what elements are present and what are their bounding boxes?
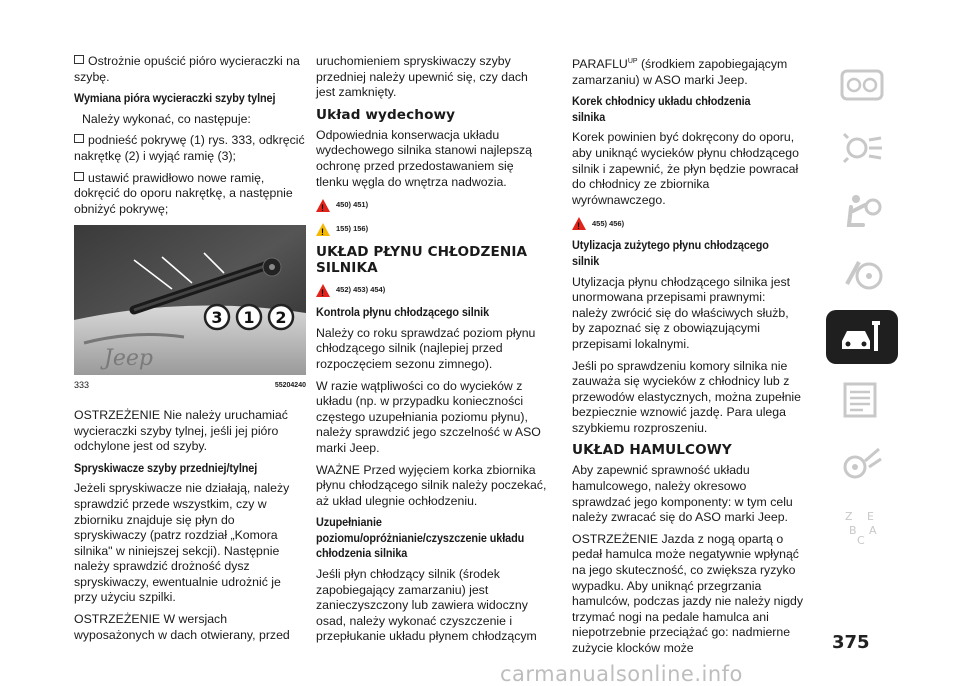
- index-list-icon: [839, 380, 885, 420]
- warning-paragraph: OSTRZEŻENIE Nie należy uruchamiać wycieraczki szyby tylnej, jeśli jej pióro odchylone jest od szyby.: [74, 407, 288, 454]
- multimedia-icon: [839, 443, 885, 483]
- column-1: [74, 54, 306, 649]
- tab-multimedia[interactable]: [826, 436, 898, 490]
- caution-numbers: 155) 156): [336, 224, 369, 234]
- danger-triangle-icon: [316, 284, 330, 297]
- tab-maintenance[interactable]: [826, 310, 898, 364]
- safety-lights-icon: [839, 128, 885, 168]
- checkbox-bullet-icon: [74, 172, 84, 181]
- paragraph: Jeżeli spryskiwacze nie działają, należy sprawdzić przede wszystkim, czy w zbiorniku znajduje się płyn do spryskiwaczy (patrz rozdział „Komora silnika" w niniejszej sekcji). Następnie należy sprawdzić drożność dysz spryskiwaczy, ewentualnie udrożnić je przy użyciu szpilki.: [74, 481, 290, 605]
- text: (środkiem zapobiegającym zamarzaniu) w ASO marki Jeep.: [572, 57, 788, 87]
- paragraph: Należy wykonać, co następuje:: [82, 111, 251, 126]
- warning-numbers: 452) 453) 454): [336, 285, 386, 295]
- warning-numbers: 455) 456): [592, 218, 625, 228]
- section-heading: Korek chłodnicy układu chłodzenia silnika: [572, 94, 751, 124]
- svg-text:A: A: [869, 524, 877, 537]
- svg-text:Z: Z: [845, 510, 853, 523]
- page-number: 375: [832, 632, 870, 653]
- text: podnieść pokrywę (1) rys. 333, odkręcić nakrętkę (2) i wyjąć ramię (3);: [74, 133, 305, 163]
- warning-ref: [316, 281, 548, 299]
- section-title: Układ wydechowy: [316, 106, 456, 123]
- text: Ostrożnie opuścić pióro wycieraczki na szybę.: [74, 54, 300, 84]
- callout-1: 1: [243, 308, 255, 328]
- paragraph: [572, 54, 804, 88]
- tab-lights[interactable]: [826, 121, 898, 175]
- tab-driving[interactable]: [826, 247, 898, 301]
- tab-index[interactable]: [826, 499, 898, 553]
- tab-dashboard[interactable]: [826, 58, 898, 112]
- text: PARAFLU: [572, 57, 628, 71]
- text: ustawić prawidłowo nowe ramię, dokręcić do oporu nakrętkę, a następnie obniżyć pokrywę;: [74, 170, 293, 216]
- column-3: [572, 54, 804, 663]
- watermark: carmanualsonline.info: [500, 662, 743, 686]
- danger-triangle-icon: [316, 199, 330, 212]
- alphabet-index-icon: [839, 506, 885, 546]
- figure-code: 55204240: [274, 382, 306, 390]
- warning-paragraph: OSTRZEŻENIE Jazda z nogą opartą o pedał hamulca może negatywnie wpłynąć na jego skuteczność, co zwiększa ryzyko wypadku. Aby uniknąć przegrzania hamulców, podczas jazdy nie należy nigdy trzymać nogi na pedale hamulca ani niepotrzebnie przeciążać go: nadmierne zużycie klocków może: [572, 531, 804, 655]
- bullet-item: [74, 133, 306, 164]
- caution-triangle-icon: [316, 223, 330, 236]
- airbag-seat-icon: [839, 191, 885, 231]
- svg-text:Jeep: Jeep: [104, 346, 153, 372]
- figure-caption: [74, 378, 306, 394]
- wiper-photo: [74, 225, 306, 375]
- section-heading: Uzupełnianie poziomu/opróżnianie/czyszczenie układu chłodzenia silnika: [316, 515, 525, 561]
- warning-numbers: 450) 451): [336, 200, 369, 210]
- paragraph: Aby zapewnić sprawność układu hamulcowego, należy okresowo sprawdzać jego komponenty: w tym celu należy zwracać się do ASO marki Jeep.: [572, 463, 793, 525]
- svg-text:B: B: [849, 524, 857, 537]
- bullet-item: [74, 171, 306, 218]
- paragraph: Korek powinien być dokręcony do oporu, aby uniknąć wycieków płynu chłodzącego silnik i zapewnić, że płyn będzie powracał do chłodnicy ze zbiornika wyrównawczego.: [572, 130, 799, 207]
- tab-technical[interactable]: [826, 373, 898, 427]
- section-title: UKŁAD HAMULCOWY: [572, 442, 732, 459]
- column-2: [316, 54, 548, 651]
- section-heading: Kontrola płynu chłodzącego silnik: [316, 305, 490, 320]
- caution-ref: [316, 220, 548, 238]
- checkbox-bullet-icon: [74, 55, 84, 64]
- checkbox-bullet-icon: [74, 134, 84, 143]
- steering-icon: [839, 254, 885, 294]
- wiper-figure: [74, 225, 306, 375]
- paragraph: Należy co roku sprawdzać poziom płynu chłodzącego silnik (najlepiej przed rozpoczęciem sezonu zimnego).: [316, 325, 536, 371]
- paragraph: WAŻNE Przed wyjęciem korka zbiornika płynu chłodzącego silnik należy poczekać, aż układ ulegnie ochłodzeniu.: [316, 462, 547, 508]
- superscript: UP: [627, 58, 638, 65]
- dashboard-icon: [839, 65, 885, 105]
- svg-text:C: C: [857, 534, 865, 546]
- callout-2: 2: [275, 308, 287, 328]
- paragraph: W razie wątpliwości co do wycieków z układu (np. w przypadku konieczności częstego uzupełniania poziomu płynu), należy sprawdzić jego szczelność w ASO marki Jeep.: [316, 378, 541, 455]
- warning-ref: [316, 196, 548, 214]
- paragraph: [74, 54, 306, 85]
- chapter-tabs: [826, 58, 898, 562]
- section-heading: Utylizacja zużytego płynu chłodzącego silnik: [572, 238, 769, 268]
- paragraph: Jeśli po sprawdzeniu komory silnika nie zauważa się wycieków z chłodnicy lub z przewodów elastycznych, można zupełnie bezpiecznie wznowić jazdę. Para ulega szybkiemu rozproszeniu.: [572, 358, 801, 435]
- paragraph: Odpowiednia konserwacja układu wydechowego silnika stanowi najlepszą ochronę przed przedostawaniem się tlenku węgla do wnętrza nadwozia.: [316, 127, 533, 189]
- maintenance-icon: [839, 317, 885, 357]
- section-title: UKŁAD PŁYNU CHŁODZENIA SILNIKA: [316, 244, 528, 277]
- tab-safety[interactable]: [826, 184, 898, 238]
- warning-paragraph: OSTRZEŻENIE W wersjach wyposażonych w dach otwierany, przed: [74, 612, 290, 642]
- callout-3: 3: [211, 308, 223, 328]
- warning-ref: [572, 214, 804, 232]
- paragraph: uruchomieniem spryskiwaczy szyby przedniej należy upewnić się, czy dach jest zamknięty.: [316, 54, 528, 100]
- paragraph: Jeśli płyn chłodzący silnik (środek zapobiegający zamarzaniu) jest zanieczyszczony lub zawiera widoczny osad, należy wykonać czyszczenie i przepłukanie układu płynem chłodzącym: [316, 567, 537, 644]
- section-heading: Spryskiwacze szyby przedniej/tylnej: [74, 460, 258, 475]
- paragraph: Utylizacja płynu chłodzącego silnika jest unormowana przepisami prawnymi: należy zwrócić się do właściwych służb, by zapoznać się z obowiązującymi przepisami lokalnymi.: [572, 274, 791, 351]
- svg-text:E: E: [867, 510, 874, 523]
- section-heading: Wymiana pióra wycieraczki szyby tylnej: [74, 91, 276, 106]
- danger-triangle-icon: [572, 217, 586, 230]
- figure-number: 333: [74, 380, 90, 391]
